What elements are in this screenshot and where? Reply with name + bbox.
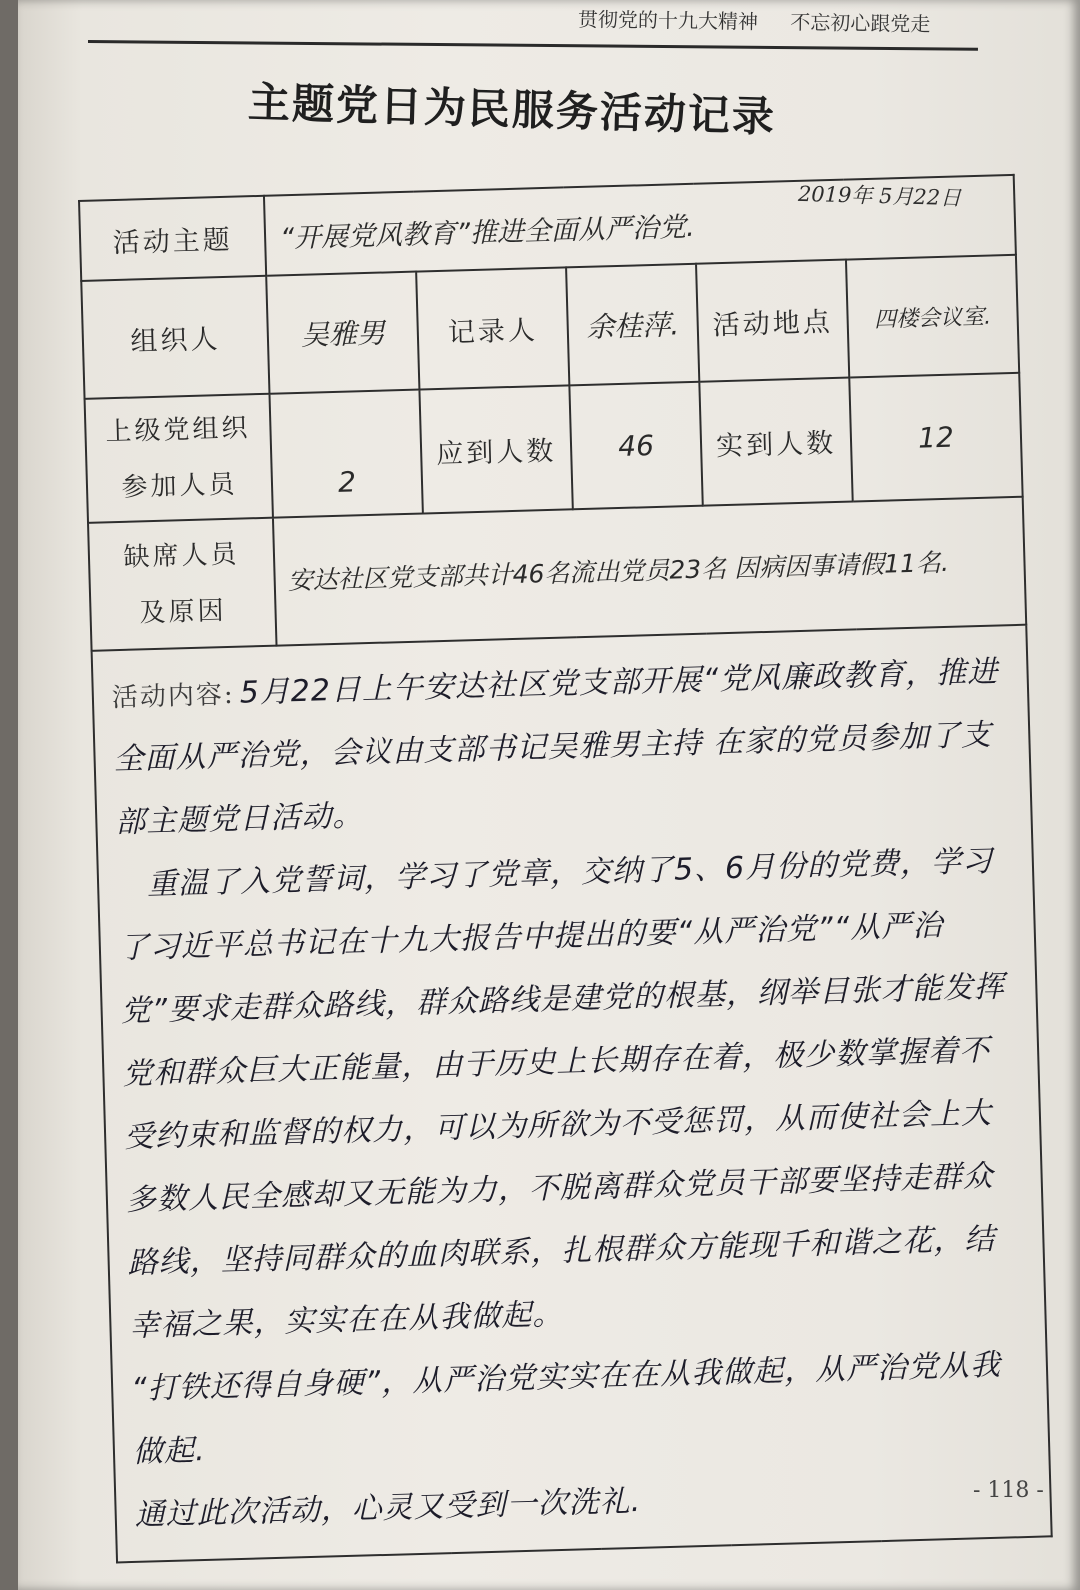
page-number: - 118 - [973,1478,1044,1503]
page-title: 主题党日为民服务活动记录 [247,77,777,142]
content-row [92,625,1052,1563]
superior-label [85,394,273,523]
actual-label: 实到人数 [699,378,852,506]
content-label: 活动内容: [111,679,236,714]
organizer-value: 吴雅男 [266,272,419,394]
header-slogan-right: 不忘初心跟党走 [790,10,931,37]
theme-value: “开展党风教育”推进全面从严治党. [264,175,1016,276]
absent-label-line1: 缺席人员 [123,539,240,573]
organizer-label: 组织人 [81,276,269,399]
expected-value: 46 [569,382,702,510]
content-cell [92,625,1052,1563]
record-table [78,174,1053,1564]
header-slogan-left: 贯彻党的十九大精神 [577,7,759,34]
content-paragraph: 5月22日上午安达社区党支部开展“党风廉政教育，推进全面从严治党，会议由支部书记吴雅男主持 在家的党员参加了支部主题党日活动。 [113,654,999,841]
expected-label: 应到人数 [419,385,572,513]
record-form [78,174,1049,1533]
header-rule [88,40,978,51]
location-value: 四楼会议室. [846,255,1019,378]
superior-value: 2 [269,390,422,518]
absent-label [88,518,277,651]
content-paragraph: 通过此次活动，心灵又受到一次洗礼. [134,1483,642,1533]
theme-label: 活动主题 [79,196,266,281]
page-header [578,3,978,38]
absent-label-line2: 及原因 [139,596,227,629]
actual-value: 12 [849,373,1022,502]
content-paragraph: 重温了入党誓词，学习了党章，交纳了5、6月份的党费，学习了习近平总书记在十九大报告中提出的要“从严治党”“从严治党”要求走群众路线，群众路线是建党的根基，纲举目张才能发挥党和群众巨大正能量，由于历史上长期存在着，极少数掌握着不受约束和监督的权力，可以为所欲为不受惩罚，从而使社会上大多数人民全感却又无能为力，不脱离群众党员干部要坚持走群众路线，坚持同群众的血肉联系，扎根群众方能现千和谐之花，结幸福之果，实实在在从我做起。 [118,843,1006,1344]
record-date: 2019年 5月22日 [797,181,962,211]
recorder-value: 余桂萍. [566,264,699,386]
content-paragraph: “打铁还得自身硬”，从严治党实实在在从我做起，从严治党从我做起. [130,1347,1002,1470]
superior-label-line1: 上级党组织 [105,413,251,448]
absent-value: 安达社区党支部共计46名流出党员23名 因病因事请假11名. [273,497,1026,646]
book-page [18,0,1080,1590]
location-label: 活动地点 [696,260,849,382]
recorder-label: 记录人 [416,267,569,389]
superior-label-line2: 参加人员 [121,469,238,503]
